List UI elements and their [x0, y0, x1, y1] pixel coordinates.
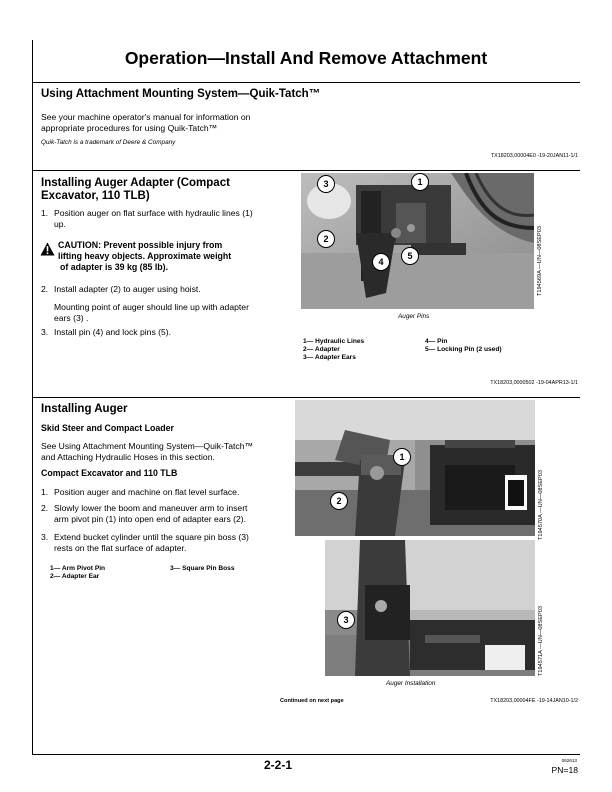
- section3-step2: [41, 503, 301, 525]
- section2-top-rule: [32, 170, 580, 171]
- section2-legend-2: 2— Adapter: [303, 346, 340, 353]
- section2-step2-note-line1: Mounting point of auger should line up with adapter: [54, 302, 249, 312]
- auger-pins-photo: [301, 173, 534, 309]
- caution-line1: CAUTION: Prevent possible injury from: [58, 240, 223, 250]
- section3-ref: TX18203,00004FE -19-14JAN10-1/2: [490, 698, 578, 704]
- section2-legend-1: 1— Hydraulic Lines: [303, 338, 365, 345]
- section3-photo1-id: T194570A —UN—08SEP03: [538, 470, 544, 540]
- page-title: Operation—Install And Remove Attachment: [124, 48, 488, 68]
- section2-legend-5: 5— Locking Pin (2 used): [425, 346, 502, 353]
- section2-step2-note-line2: ears (3) .: [54, 313, 89, 323]
- auger-installation-photo-1: [295, 400, 535, 536]
- section3-sub2: Compact Excavator and 110 TLB: [41, 468, 178, 478]
- callout-1: 1: [393, 448, 411, 466]
- section3-top-rule: [32, 397, 580, 398]
- callout-1: 1: [411, 173, 429, 191]
- step-text-cont: arm pivot pin (1) into open end of adapter ears (2).: [54, 514, 247, 524]
- section1-ref: TX18203,00004E0 -19-20JAN11-1/1: [490, 153, 578, 159]
- section2-ref: TX18203,0000502 -19-04APR13-1/1: [490, 380, 578, 386]
- auger-installation-photo-2: [325, 540, 535, 676]
- footer-rule: [32, 754, 580, 755]
- step-number: 3.: [41, 327, 49, 337]
- section1-body-line2: appropriate procedures for using Quik-Tatch™: [41, 123, 218, 133]
- footer-code: 062613: [561, 758, 577, 763]
- section2-legend-4: 4— Pin: [425, 338, 448, 345]
- callout-5: 5: [401, 247, 419, 265]
- section1-title: Using Attachment Mounting System—Quik-Tatch™: [41, 88, 321, 100]
- section3-body-line1: See Using Attachment Mounting System—Quik-Tatch™: [41, 441, 254, 451]
- step-number: 1.: [41, 208, 49, 218]
- step-text-cont: up.: [54, 219, 66, 229]
- section1-body-line1: See your machine operator's manual for information on: [41, 112, 251, 122]
- step-text: Position auger on flat surface with hydraulic lines (1): [54, 208, 253, 218]
- section3-step1: [41, 487, 301, 498]
- section1-top-rule: [32, 82, 580, 83]
- footer-pn: PN=18: [551, 765, 578, 775]
- step-text: Position auger and machine on flat level surface.: [54, 487, 240, 497]
- caution-block: [40, 240, 290, 276]
- section3-step3: [41, 532, 301, 554]
- section2-step3: [41, 327, 291, 338]
- section3-legend-1: 1— Arm Pivot Pin: [50, 565, 106, 572]
- callout-3: 3: [337, 611, 355, 629]
- section3-body-line2: and Attaching Hydraulic Hoses in this section.: [41, 452, 215, 462]
- section2-step2: [41, 284, 291, 295]
- callout-2: 2: [317, 230, 335, 248]
- step-number: 2.: [41, 503, 49, 513]
- section2-legend-3: 3— Adapter Ears: [303, 354, 356, 361]
- section3-photo-caption: Auger Installation: [386, 680, 436, 687]
- continued-note: Continued on next page: [280, 698, 344, 704]
- step-number: 2.: [41, 284, 49, 294]
- section2-photo-caption: Auger Pins: [398, 313, 430, 320]
- page-number: 2-2-1: [264, 758, 293, 772]
- caution-line3: of adapter is 39 kg (85 lb).: [60, 262, 169, 272]
- warning-triangle-icon: [40, 242, 55, 261]
- step-number: 1.: [41, 487, 49, 497]
- section2-photo-id: T194569A —UN—08SEP03: [537, 226, 543, 296]
- section2-step1: [41, 208, 291, 230]
- section2-title-line2: Excavator, 110 TLB): [41, 190, 150, 202]
- section1-trademark: Quik-Tatch is a trademark of Deere & Company: [41, 139, 176, 146]
- section3-legend-3: 3— Square Pin Boss: [170, 565, 235, 572]
- section2-title-line1: Installing Auger Adapter (Compact: [41, 177, 230, 189]
- step-number: 3.: [41, 532, 49, 542]
- section3-sub1: Skid Steer and Compact Loader: [41, 423, 174, 433]
- section3-photo2-id: T194571A —UN—08SEP03: [538, 606, 544, 676]
- section3-legend-2: 2— Adapter Ear: [50, 573, 100, 580]
- callout-2: 2: [330, 492, 348, 510]
- caution-line2: lifting heavy objects. Approximate weight: [58, 251, 232, 261]
- callout-4: 4: [372, 253, 390, 271]
- step-text: Install adapter (2) to auger using hoist.: [54, 284, 201, 294]
- step-text: Slowly lower the boom and maneuver arm to insert: [54, 503, 248, 513]
- section3-title: Installing Auger: [41, 403, 128, 415]
- step-text: Install pin (4) and lock pins (5).: [54, 327, 172, 337]
- step-text-cont: rests on the flat surface of adapter.: [54, 543, 187, 553]
- step-text: Extend bucket cylinder until the square pin boss (3): [54, 532, 249, 542]
- callout-3: 3: [317, 175, 335, 193]
